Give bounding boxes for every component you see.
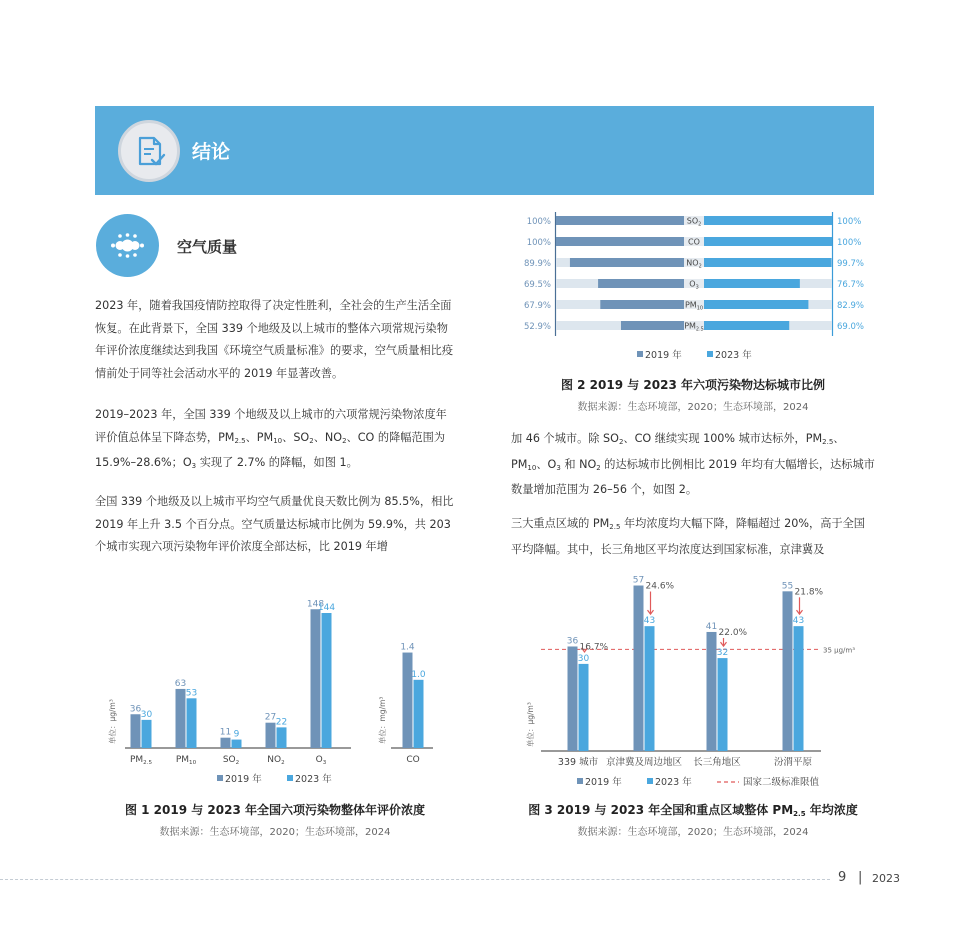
- fig3-bar: [568, 646, 578, 751]
- fig1-bar: [322, 613, 332, 748]
- fig2-bar-2019: [621, 321, 694, 330]
- fig3-bar-value: 43: [643, 616, 656, 627]
- fig1-bar: [232, 740, 242, 748]
- fig1-bar: [187, 698, 197, 748]
- legend-swatch: [637, 351, 643, 357]
- fig3-bar: [718, 658, 728, 751]
- fig1-bar: [266, 723, 276, 748]
- legend-label: 2023 年: [295, 774, 332, 785]
- fig2-value-2023: 76.7%: [837, 280, 865, 290]
- fig3-reduction-label: 22.0%: [718, 627, 748, 638]
- document-check-icon: [118, 120, 180, 182]
- paragraph-3: 全国 339 个地级及以上城市平均空气质量优良天数比例为 85.5%，相比 2019 年上升 3.5 个百分点。空气质量达标城市比例为 59.9%，共 203 个城市实现六项污染物年评价浓度全部达标，比 2019 年增: [95, 495, 454, 553]
- legend-label: 国家二级标准限值: [743, 777, 820, 788]
- fig1-x-tick-label: $PM_{10}$: [175, 755, 197, 766]
- legend-swatch: [287, 775, 293, 781]
- legend-swatch: [647, 778, 653, 784]
- fig1-x-tick-label: $O_3$: [315, 755, 327, 766]
- fig3-bar-value: 41: [705, 621, 718, 632]
- fig2-bar-2023: [694, 300, 808, 309]
- fig1-bar-value: 22: [275, 717, 288, 728]
- fig3-x-tick-label: 汾渭平原: [773, 757, 813, 768]
- fig3-bar-value: 43: [792, 616, 805, 627]
- fig2-bar-2019: [600, 300, 694, 309]
- fig2-bar-2023: [694, 258, 832, 267]
- fig1-co-bar-value: 1.0: [411, 669, 426, 680]
- fig1-co-bar-value: 1.4: [400, 642, 415, 653]
- fig1-x-tick-label: $PM_{2.5}$: [129, 755, 153, 766]
- page-number: 9: [838, 870, 847, 885]
- fig2-category-label: $O_3$: [689, 279, 699, 291]
- legend-label: 2019 年: [645, 350, 682, 361]
- legend-label: 2023 年: [715, 350, 752, 361]
- fig3-bar-value: 57: [632, 575, 645, 586]
- figure-3-chart: [511, 560, 875, 792]
- fig2-bar-2023: [694, 216, 832, 225]
- fig3-y-unit-label: 单位：μg/m³: [526, 702, 535, 747]
- fig1-y-unit-label: 单位：μg/m³: [108, 699, 117, 744]
- figure-1-chart: [95, 580, 455, 790]
- fig2-bar-2023: [694, 237, 832, 246]
- fig1-bar-value: 9: [233, 729, 240, 740]
- fig2-value-2023: 100%: [837, 217, 862, 227]
- fig1-co-bar: [403, 653, 413, 748]
- conclusion-banner: [95, 106, 874, 195]
- paragraph-4: 加 46 个城市。除 $SO_2$、CO 继续实现 100% 城市达标外，$PM_{2.5}$、$PM_{10}$、$O_3$ 和 $NO_2$ 的达标城市比例相比 2019 年均有大幅增长，达标城市数量增加范围为 26–56 个，如图 2。: [511, 432, 875, 496]
- fig3-x-tick-label: 339 城市: [557, 757, 599, 768]
- fig2-value-2023: 99.7%: [837, 259, 865, 269]
- fig3-bar: [783, 591, 793, 751]
- fig3-bar-value: 36: [566, 636, 579, 647]
- fig3-reduction-label: 21.8%: [794, 587, 824, 598]
- legend-swatch: [217, 775, 223, 781]
- fig2-bar-2023: [694, 279, 800, 288]
- fig1-co-x-tick-label: CO: [406, 755, 420, 765]
- fig1-bar-value: 148: [306, 599, 325, 610]
- fig1-co-bar: [414, 680, 424, 748]
- fig2-category-label: CO: [688, 237, 700, 247]
- fig1-bar: [176, 689, 186, 748]
- figure-3-source: 数据来源：生态环境部，2020；生态环境部，2024: [577, 827, 809, 838]
- legend-swatch: [577, 778, 583, 784]
- fig3-bar: [634, 586, 644, 751]
- fig2-value-2019: 100%: [526, 217, 551, 227]
- fig3-bar: [579, 664, 589, 751]
- fig2-bar-2023: [694, 321, 789, 330]
- banner-title: 结论: [192, 141, 231, 163]
- legend-label: 2023 年: [655, 777, 692, 788]
- fig3-reduction-label: 24.6%: [645, 581, 675, 592]
- fig1-bar: [221, 738, 231, 748]
- section-title: 空气质量: [177, 238, 238, 256]
- fig3-bar-value: 30: [577, 653, 590, 664]
- fig1-bar-value: 36: [129, 704, 142, 715]
- fig3-x-tick-label: 长三角地区: [693, 757, 741, 768]
- fig1-bar: [142, 720, 152, 748]
- fig3-bar-value: 55: [781, 581, 794, 592]
- page-separator: |: [858, 870, 863, 885]
- fig3-bar: [645, 626, 655, 751]
- fig1-x-tick-label: $NO_2$: [267, 755, 285, 766]
- figure-1-source: 数据来源：生态环境部，2020；生态环境部，2024: [159, 827, 391, 838]
- fig3-bar: [794, 626, 804, 751]
- fig2-category-label: $SO_2$: [686, 216, 702, 228]
- figure-1-caption: 图 1 2019 与 2023 年全国六项污染物整体年评价浓度: [124, 803, 426, 817]
- fig2-value-2019: 89.9%: [523, 259, 551, 269]
- figure-2-source: 数据来源：生态环境部，2020；生态环境部，2024: [577, 402, 809, 413]
- fig2-value-2023: 69.0%: [837, 322, 865, 332]
- legend-swatch: [707, 351, 713, 357]
- air-particles-icon: [96, 214, 159, 277]
- fig2-value-2019: 69.5%: [523, 280, 551, 290]
- fig2-category-label: $PM_{2.5}$: [684, 321, 704, 333]
- fig1-bar-value: 27: [264, 712, 277, 723]
- figure-3-caption: 图 3 2019 与 2023 年全国和重点区域整体 $PM_{2.5}$ 年均浓度: [528, 803, 858, 818]
- fig2-value-2023: 82.9%: [837, 301, 865, 311]
- fig3-bar: [707, 632, 717, 751]
- figure-2-caption: 图 2 2019 与 2023 年六项污染物达标城市比例: [560, 378, 826, 392]
- fig1-x-tick-label: $SO_2$: [222, 755, 240, 766]
- legend-label: 2019 年: [225, 774, 262, 785]
- fig1-co-y-unit-label: 单位：mg/m³: [378, 696, 387, 744]
- fig3-bar-value: 32: [716, 648, 729, 659]
- paragraph-2: 2019–2023 年，全国 339 个地级及以上城市的六项常规污染物浓度年评价值总体呈下降态势，$PM_{2.5}$、$PM_{10}$、$SO_2$、$NO_2$、CO 的降幅范围为 15.9%–28.6%；$O_3$ 实现了 2.7% 的降幅，如图 1。: [95, 408, 447, 470]
- fig1-bar-value: 11: [219, 727, 232, 738]
- fig2-value-2019: 52.9%: [523, 322, 551, 332]
- fig1-bar: [131, 714, 141, 748]
- fig2-value-2023: 100%: [837, 238, 862, 248]
- legend-label: 2019 年: [585, 777, 622, 788]
- paragraph-5: 三大重点区域的 $PM_{2.5}$ 年均浓度均大幅下降，降幅超过 20%，高于全国平均降幅。其中，长三角地区平均浓度达到国家标准，京津冀及: [511, 517, 865, 556]
- fig2-bar-2019: [570, 258, 694, 267]
- fig1-bar-value: 63: [174, 678, 187, 689]
- fig2-category-label: $NO_2$: [686, 258, 702, 270]
- fig3-x-tick-label: 京津冀及周边地区: [605, 757, 683, 768]
- fig1-bar: [311, 609, 321, 748]
- figure-2-chart: [511, 210, 875, 370]
- fig2-bar-2019: [598, 279, 694, 288]
- fig2-bar-2019: [556, 216, 694, 225]
- fig1-bar-value: 30: [140, 709, 153, 720]
- page-year: 2023: [872, 872, 900, 885]
- fig1-bar: [277, 727, 287, 748]
- fig2-value-2019: 67.9%: [523, 301, 551, 311]
- fig2-value-2019: 100%: [526, 238, 551, 248]
- fig1-bar-value: 144: [317, 603, 336, 613]
- paragraph-1: 2023 年，随着我国疫情防控取得了决定性胜利，全社会的生产生活全面恢复。在此背景下，全国 339 个地级及以上城市的整体六项常规污染物年评价浓度继续达到我国《环境空气质量标准》的要求，空气质量相比疫情前处于同等社会活动水平的 2019 年显著改善。: [95, 299, 454, 380]
- fig3-threshold-label: 35 μg/m³: [823, 646, 856, 655]
- footer-divider: [0, 879, 830, 880]
- fig1-bar-value: 53: [185, 688, 198, 699]
- fig2-bar-2019: [556, 237, 694, 246]
- fig3-reduction-label: 16.7%: [579, 642, 609, 653]
- fig2-category-label: $PM_{10}$: [684, 300, 704, 312]
